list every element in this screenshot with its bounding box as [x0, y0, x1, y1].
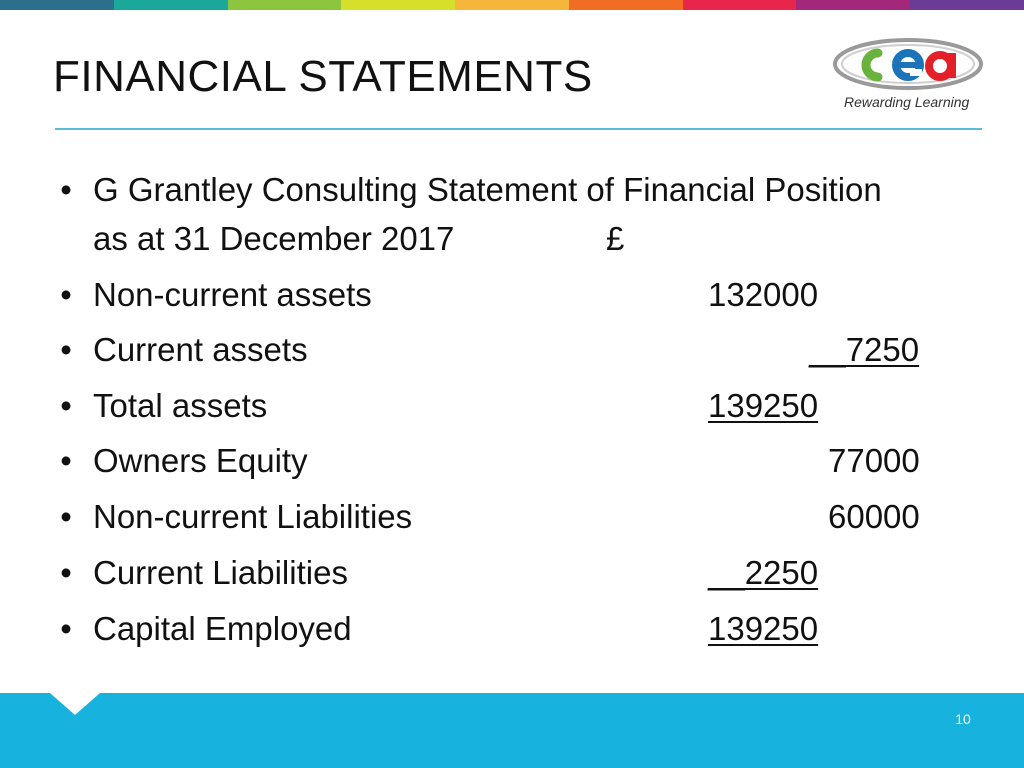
row-label: Non-current assets [93, 276, 372, 313]
currency-symbol: £ [606, 220, 625, 257]
top-color-strip [0, 0, 1024, 10]
bullet-icon: • [60, 276, 72, 313]
page-number: 10 [955, 711, 971, 727]
logo-tagline: Rewarding Learning [844, 94, 970, 110]
list-item [55, 609, 955, 649]
row-label: Total assets [93, 387, 268, 424]
list-item [55, 275, 955, 315]
strip-segment [683, 0, 797, 10]
list-item-heading [55, 170, 955, 210]
cea-logo [832, 36, 984, 118]
slide-title: FINANCIAL STATEMENTS [53, 52, 593, 101]
statement-heading-line2: as at 31 December 2017 [93, 220, 455, 257]
list-item-heading-cont [55, 219, 955, 259]
strip-segment [569, 0, 683, 10]
strip-segment [228, 0, 342, 10]
row-amount: 139250 [708, 387, 819, 424]
row-amount: 139250 [708, 610, 819, 647]
strip-segment [910, 0, 1024, 10]
cea-logo-icon [832, 36, 984, 96]
list-item [55, 497, 955, 537]
row-amount: 77000 [828, 442, 920, 479]
strip-segment [455, 0, 569, 10]
bullet-icon: • [60, 610, 72, 647]
strip-segment [0, 0, 114, 10]
row-amount: 132000 [708, 276, 819, 313]
bullet-icon: • [60, 331, 72, 368]
row-amount: __2250 [708, 554, 819, 591]
strip-segment [114, 0, 228, 10]
row-label: Current assets [93, 331, 308, 368]
statement-heading-line1: G Grantley Consulting Statement of Financial Position [93, 171, 882, 208]
list-item [55, 386, 955, 426]
row-label: Capital Employed [93, 610, 352, 647]
list-item [55, 441, 955, 481]
bullet-icon: • [60, 554, 72, 591]
list-item [55, 553, 955, 593]
row-label: Owners Equity [93, 442, 308, 479]
bullet-icon: • [60, 442, 72, 479]
bullet-icon: • [60, 498, 72, 535]
strip-segment [796, 0, 910, 10]
strip-segment [341, 0, 455, 10]
footer-band [0, 693, 1024, 768]
row-label: Non-current Liabilities [93, 498, 413, 535]
bullet-icon: • [60, 387, 72, 424]
row-label: Current Liabilities [93, 554, 348, 591]
row-amount: __7250 [809, 331, 920, 368]
row-amount: 60000 [828, 498, 920, 535]
bullet-icon: • [60, 171, 72, 208]
list-item [55, 330, 955, 370]
title-divider [55, 128, 982, 130]
footer-notch [50, 693, 100, 715]
